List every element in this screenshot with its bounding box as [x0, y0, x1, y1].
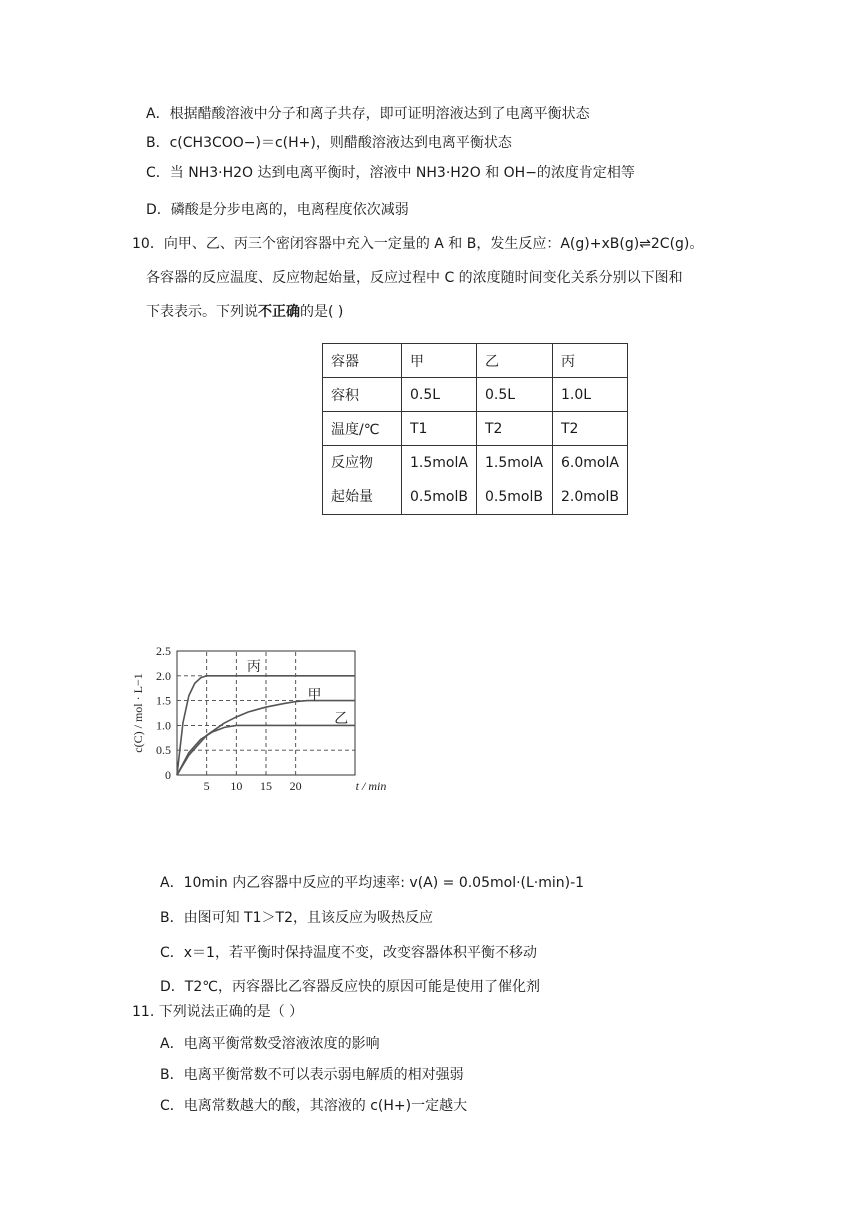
q9-option-d: D．磷酸是分步电离的，电离程度依次减弱: [146, 202, 409, 218]
table-cell-line: 反应物: [331, 455, 373, 471]
x-tick-label: 15: [260, 779, 272, 793]
q10-stem-line3-emphasis: 不正确: [258, 304, 300, 320]
concentration-time-chart: [128, 640, 388, 810]
table-cell: 容器: [323, 344, 402, 378]
q9-option-c: C．当 NH3·H2O 达到电离平衡时，溶液中 NH3·H2O 和 OH−的浓度肯定相等: [146, 165, 635, 181]
q10-stem-line3-post: 的是( ): [300, 304, 344, 320]
q9-option-a: A．根据醋酸溶液中分子和离子共存，即可证明溶液达到了电离平衡状态: [146, 106, 590, 122]
table-cell-line: 0.5molB: [410, 489, 468, 505]
table-cell-line: 6.0molA: [561, 455, 619, 471]
y-tick-label: 0.5: [156, 743, 171, 758]
table-cell-line: 0.5molB: [485, 489, 543, 505]
table-cell-line: 起始量: [331, 489, 373, 505]
table-cell: T1: [402, 412, 477, 446]
table-cell: 容积: [323, 378, 402, 412]
table-cell: [402, 446, 477, 515]
q11-option-c: C．电离常数越大的酸，其溶液的 c(H+)一定越大: [160, 1098, 468, 1114]
y-tick-label: 2.0: [156, 668, 171, 683]
table-cell: 1.0L: [553, 378, 628, 412]
table-cell: T2: [477, 412, 553, 446]
table-cell-line: 2.0molB: [561, 489, 619, 505]
q9-option-b: B．c(CH3COO−)＝c(H+)，则醋酸溶液达到电离平衡状态: [146, 135, 512, 151]
table-row: [323, 446, 628, 515]
x-axis-label: t / min: [355, 779, 387, 793]
q10-option-a: A．10min 内乙容器中反应的平均速率: v(A) = 0.05mol·(L·min)-1: [160, 875, 585, 891]
series-label: 乙: [334, 711, 349, 727]
y-tick-label: 1.0: [156, 718, 171, 733]
table-cell: [553, 446, 628, 515]
q10-stem-line1: 10．向甲、乙、丙三个密闭容器中充入一定量的 A 和 B，发生反应：A(g)+xB(g)⇌2C(g)。: [132, 236, 704, 252]
q10-stem-line3: [146, 302, 343, 322]
q10-stem-line2: 各容器的反应温度、反应物起始量，反应过程中 C 的浓度随时间变化关系分别以下图和: [146, 270, 683, 286]
q10-stem-line3-pre: 下表表示。下列说: [146, 304, 258, 320]
table-cell: 丙: [553, 344, 628, 378]
table-cell: [323, 446, 402, 515]
y-axis-label: c(C) / mol · L−1: [131, 673, 145, 753]
x-tick-label: 5: [203, 779, 210, 793]
table-row: [323, 412, 628, 446]
table-cell: 0.5L: [402, 378, 477, 412]
q11-option-b: B．电离平衡常数不可以表示弱电解质的相对强弱: [160, 1067, 464, 1083]
table-cell: 温度/℃: [323, 412, 402, 446]
y-tick-label: 1.5: [156, 693, 171, 708]
q10-option-d: D．T2℃，丙容器比乙容器反应快的原因可能是使用了催化剂: [160, 979, 540, 995]
x-tick-label: 20: [289, 779, 302, 793]
series-label: 甲: [307, 688, 322, 704]
table-cell: T2: [553, 412, 628, 446]
y-tick-label: 2.5: [156, 644, 171, 658]
condition-table: [322, 343, 628, 515]
q11-option-a: A．电离平衡常数受溶液浓度的影响: [160, 1036, 380, 1052]
table-row: [323, 378, 628, 412]
series-label: 丙: [246, 659, 261, 675]
table-row: [323, 344, 628, 378]
q11-stem: 11. 下列说法正确的是（ ）: [132, 1004, 304, 1020]
table-cell-line: 1.5molA: [485, 455, 543, 471]
q10-option-b: B．由图可知 T1＞T2，且该反应为吸热反应: [160, 910, 433, 926]
table-cell: 0.5L: [477, 378, 553, 412]
x-tick-label: 10: [230, 779, 243, 793]
table-cell: [477, 446, 553, 515]
q10-option-c: C．x＝1，若平衡时保持温度不变，改变容器体积平衡不移动: [160, 945, 537, 961]
y-tick-label: 0: [165, 768, 171, 782]
table-cell: 乙: [477, 344, 553, 378]
table-cell: 甲: [402, 344, 477, 378]
table-cell-line: 1.5molA: [410, 455, 468, 471]
